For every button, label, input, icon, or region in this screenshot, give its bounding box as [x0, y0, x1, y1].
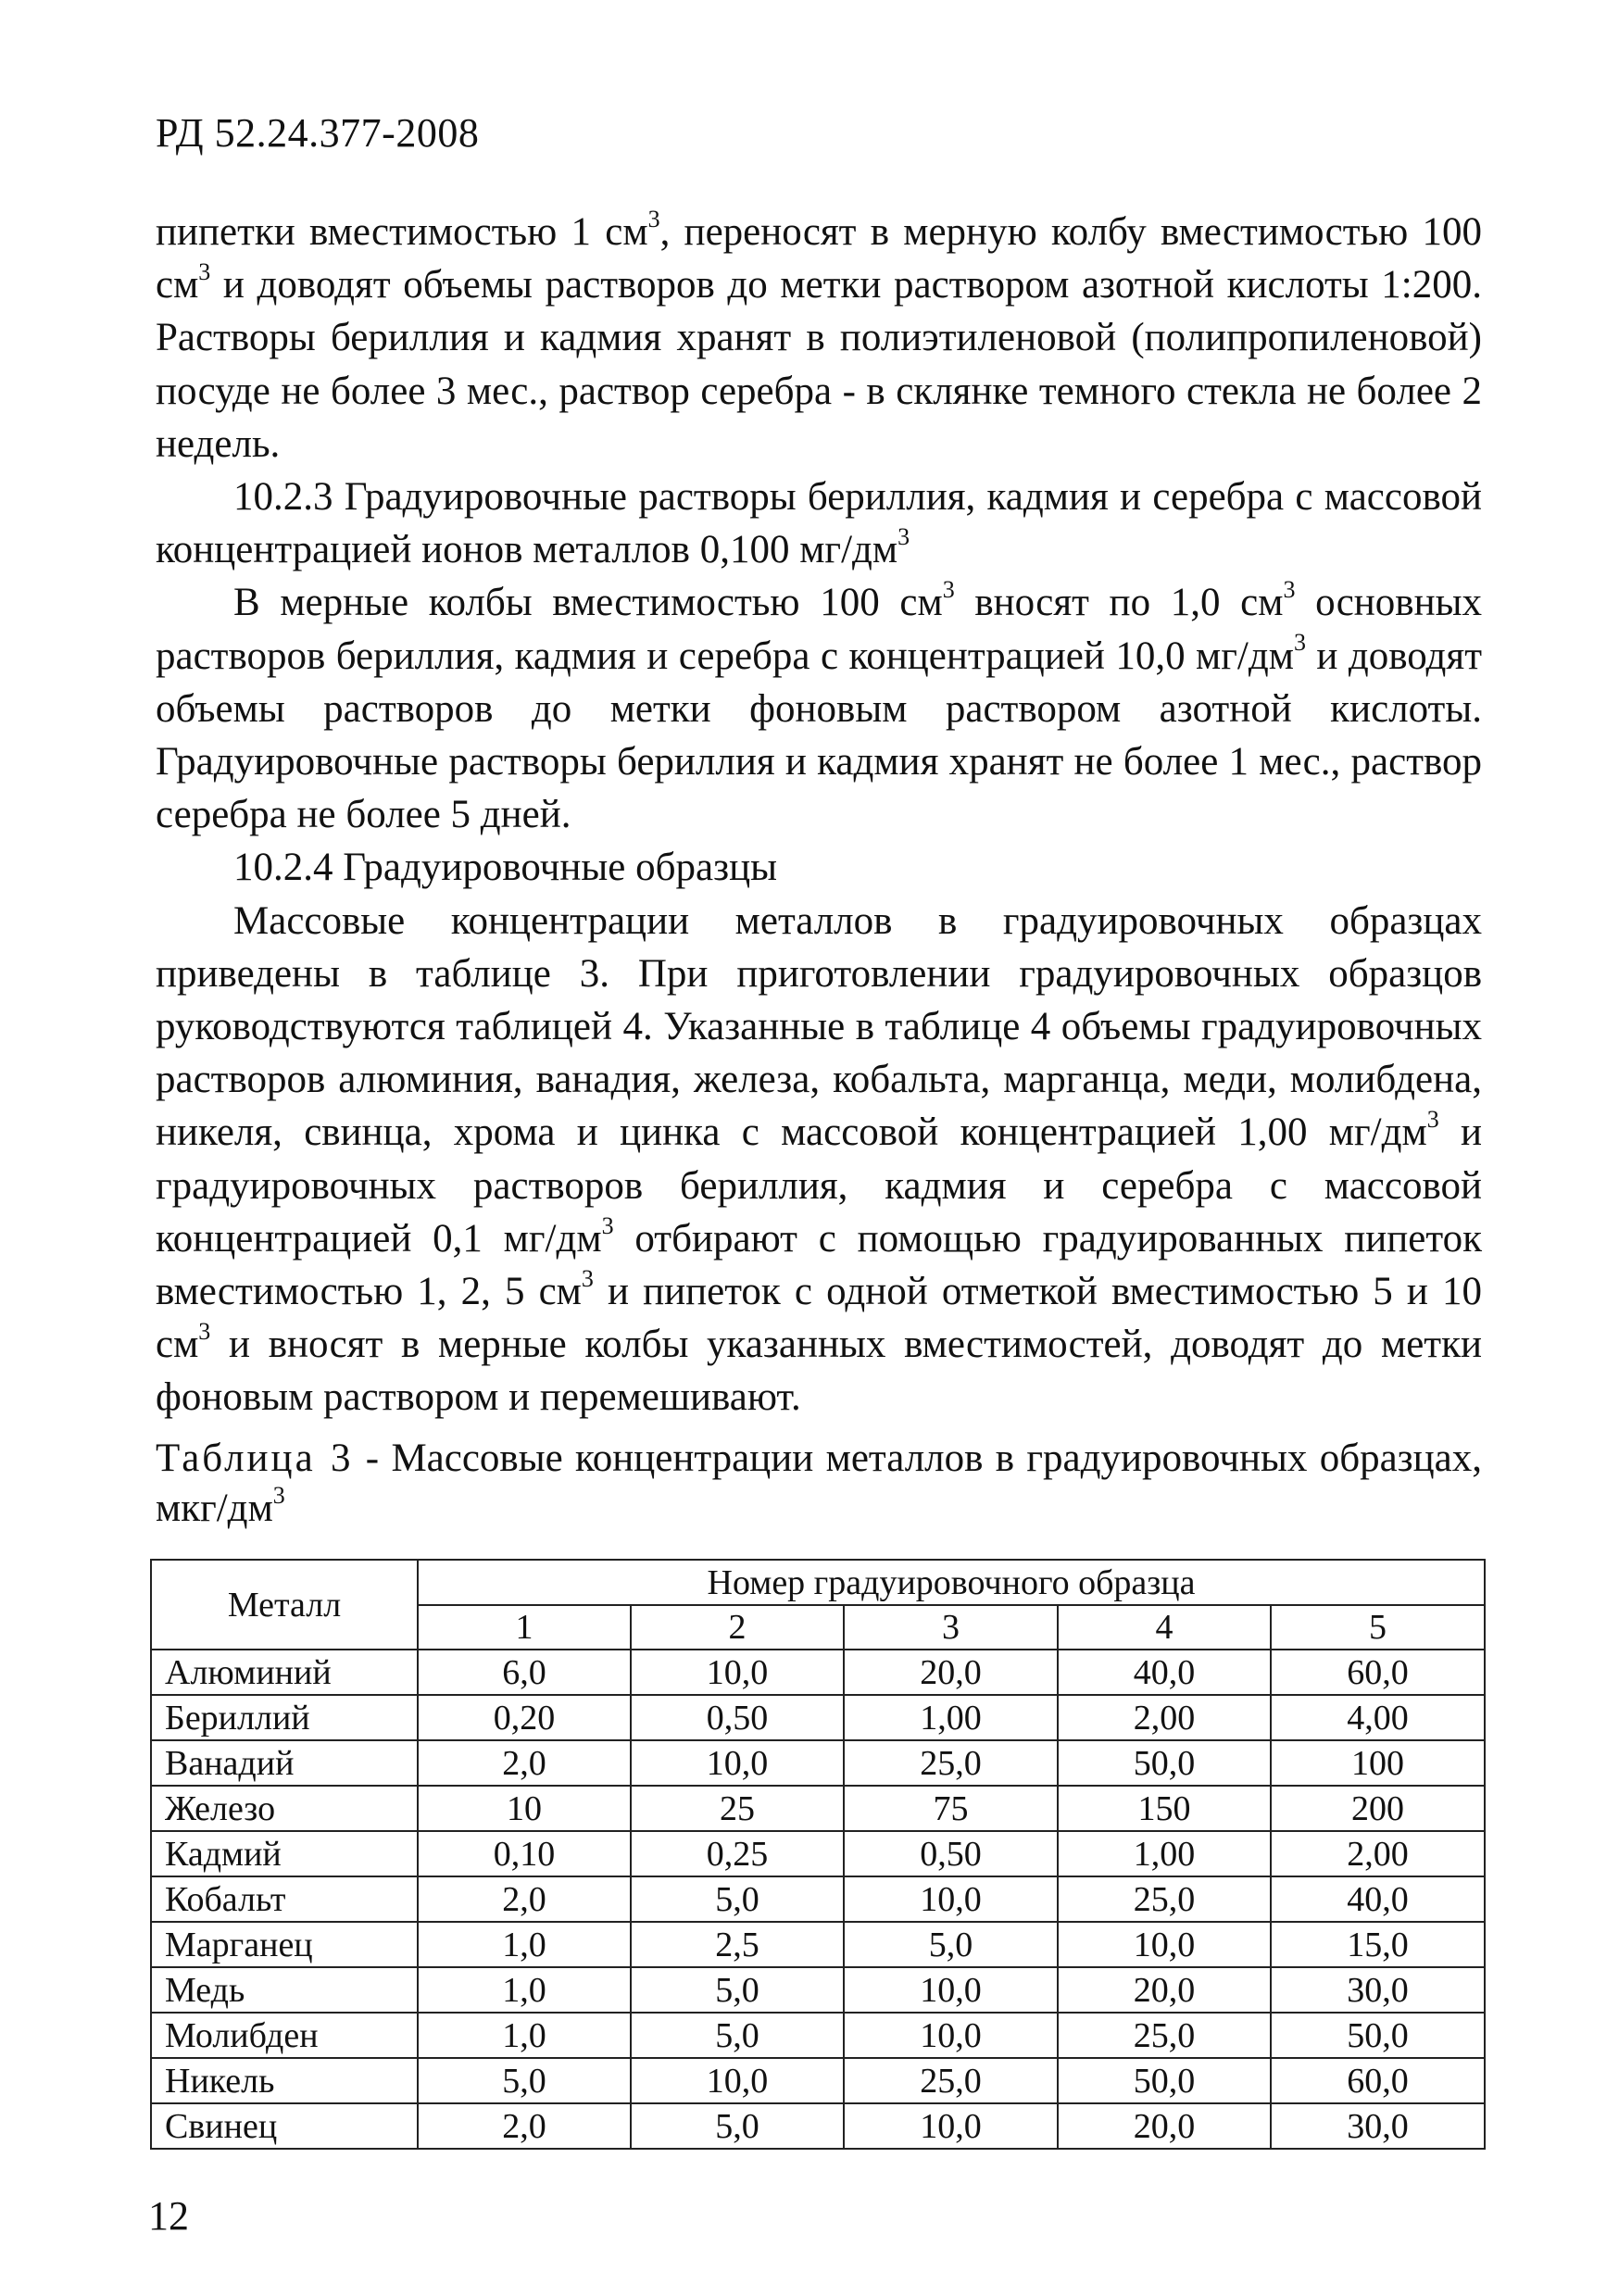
table-row [151, 1786, 1485, 1831]
concentration-cell: 10,0 [844, 2013, 1058, 2058]
paragraph-text: и вносят в мерные колбы указанных вместимостей, доводят до метки фоновым раствором и перемешивают. [156, 1323, 1482, 1420]
table-caption [156, 1434, 1482, 1534]
concentration-cell: 10,0 [631, 1740, 844, 1786]
metal-name-cell: Медь [151, 1967, 418, 2013]
table-row [151, 1967, 1485, 2013]
concentration-cell: 2,00 [1058, 1695, 1271, 1740]
superscript: 3 [581, 1264, 594, 1292]
concentration-cell: 0,10 [418, 1831, 631, 1876]
paragraph [156, 206, 1482, 470]
concentration-cell: 5,0 [418, 2058, 631, 2103]
paragraph-text: пипетки вместимостью 1 см [156, 210, 648, 254]
concentration-cell: 0,50 [631, 1695, 844, 1740]
concentration-cell: 2,0 [418, 1740, 631, 1786]
paragraph-text: , переносят в мерную колбу вместимостью 100 см [156, 210, 1482, 307]
document-header: РД 52.24.377-2008 [156, 110, 480, 156]
concentration-cell: 2,0 [418, 1876, 631, 1922]
superscript: 3 [198, 1317, 211, 1345]
paragraph [156, 576, 1482, 841]
concentration-cell: 2,00 [1271, 1831, 1485, 1876]
paragraph-text: и градуировочных растворов бериллия, кадмия и серебра с массовой концентрацией 0,1 мг/дм [156, 1110, 1482, 1261]
sample-column-header: 2 [631, 1605, 844, 1650]
concentration-cell: 0,20 [418, 1695, 631, 1740]
concentration-cell: 25,0 [1058, 2013, 1271, 2058]
concentration-cell: 10,0 [844, 1876, 1058, 1922]
concentration-cell: 50,0 [1058, 1740, 1271, 1786]
concentration-cell: 2,0 [418, 2103, 631, 2149]
concentration-cell: 25,0 [1058, 1876, 1271, 1922]
table-caption-sup: 3 [272, 1481, 285, 1509]
concentration-cell: 10,0 [631, 1650, 844, 1695]
paragraph-text: В мерные колбы вместимостью 100 см [233, 581, 943, 625]
metal-name-cell: Алюминий [151, 1650, 418, 1695]
concentration-table [150, 1559, 1486, 2150]
paragraph-text: основных растворов бериллия, кадмия и серебра с концентрацией 10,0 мг/дм [156, 581, 1482, 678]
metal-name-cell: Бериллий [151, 1695, 418, 1740]
metal-name-cell: Кобальт [151, 1876, 418, 1922]
table-row [151, 1740, 1485, 1786]
concentration-cell: 150 [1058, 1786, 1271, 1831]
paragraph-text: Массовые концентрации металлов в градуировочных образцах приведены в таблице 3. При приготовлении градуировочных образцов руководствуются таблицей 4. Указанные в таблице 4 объемы градуировочных растворов алюминия, ванадия, железа, кобальта, марганца, меди, молибдена, никеля, свинца, хрома и цинка с массовой концентрацией 1,00 мг/дм [156, 898, 1482, 1155]
page-number: 12 [148, 2193, 189, 2239]
table-caption-lead: Таблица 3 [156, 1437, 354, 1480]
concentration-cell: 5,0 [631, 2013, 844, 2058]
table-row [151, 2013, 1485, 2058]
concentration-cell: 1,0 [418, 2013, 631, 2058]
metal-name-cell: Молибден [151, 2013, 418, 2058]
concentration-cell: 25,0 [844, 1740, 1058, 1786]
concentration-cell: 10,0 [844, 2103, 1058, 2149]
concentration-cell: 10 [418, 1786, 631, 1831]
paragraph-text: 10.2.3 Градуировочные растворы бериллия, кадмия и серебра с массовой концентрацией ионов металлов 0,100 мг/дм [156, 475, 1482, 572]
superscript: 3 [897, 522, 910, 550]
concentration-cell: 20,0 [1058, 2103, 1271, 2149]
paragraph [156, 841, 1482, 894]
concentration-cell: 1,0 [418, 1922, 631, 1967]
concentration-cell: 10,0 [1058, 1922, 1271, 1967]
concentration-cell: 40,0 [1058, 1650, 1271, 1695]
concentration-cell: 100 [1271, 1740, 1485, 1786]
concentration-cell: 15,0 [1271, 1922, 1485, 1967]
concentration-cell: 60,0 [1271, 2058, 1485, 2103]
superscript: 3 [198, 257, 211, 285]
concentration-cell: 1,00 [844, 1695, 1058, 1740]
concentration-cell: 20,0 [1058, 1967, 1271, 2013]
concentration-cell: 30,0 [1271, 2103, 1485, 2149]
table-row [151, 1650, 1485, 1695]
concentration-cell: 5,0 [631, 2103, 844, 2149]
concentration-cell: 1,0 [418, 1967, 631, 2013]
paragraph-text: отбирают с помощью градуированных пипеток вместимостью 1, 2, 5 см [156, 1216, 1483, 1314]
sample-column-header: 3 [844, 1605, 1058, 1650]
metal-column-header: Металл [151, 1560, 418, 1650]
concentration-cell: 10,0 [631, 2058, 844, 2103]
superscript: 3 [601, 1211, 614, 1239]
table-row [151, 1695, 1485, 1740]
concentration-cell: 50,0 [1271, 2013, 1485, 2058]
body-text [156, 206, 1482, 1424]
sample-number-header: Номер градуировочного образца [418, 1560, 1485, 1605]
concentration-cell: 0,25 [631, 1831, 844, 1876]
superscript: 3 [942, 576, 955, 604]
concentration-cell: 40,0 [1271, 1876, 1485, 1922]
concentration-cell: 20,0 [844, 1650, 1058, 1695]
table-row [151, 2058, 1485, 2103]
sample-column-header: 5 [1271, 1605, 1485, 1650]
paragraph-text: и пипеток с одной отметкой вместимостью 5 и 10 см [156, 1270, 1482, 1367]
metal-name-cell: Кадмий [151, 1831, 418, 1876]
metal-name-cell: Ванадий [151, 1740, 418, 1786]
concentration-cell: 6,0 [418, 1650, 631, 1695]
concentration-cell: 30,0 [1271, 1967, 1485, 2013]
concentration-cell: 200 [1271, 1786, 1485, 1831]
superscript: 3 [1426, 1106, 1439, 1134]
superscript: 3 [1293, 629, 1306, 657]
paragraph-text: и доводят объемы растворов до метки раствором азотной кислоты 1:200. Растворы бериллия и кадмия хранят в полиэтиленовой (полипропиленовой) посуде не более 3 мес., раствор серебра - в склянке темного стекла не более 2 недель. [156, 263, 1482, 466]
concentration-cell: 75 [844, 1786, 1058, 1831]
sample-column-header: 4 [1058, 1605, 1271, 1650]
concentration-cell: 4,00 [1271, 1695, 1485, 1740]
superscript: 3 [1283, 576, 1296, 604]
table-caption-text: - Массовые концентрации металлов в градуировочных образцах, мкг/дм [156, 1437, 1482, 1530]
table-row [151, 1831, 1485, 1876]
metal-name-cell: Никель [151, 2058, 418, 2103]
concentration-cell: 2,5 [631, 1922, 844, 1967]
concentration-cell: 1,00 [1058, 1831, 1271, 1876]
table-body [151, 1650, 1485, 2149]
paragraph [156, 470, 1482, 576]
concentration-cell: 25,0 [844, 2058, 1058, 2103]
paragraph-text: вносят по 1,0 см [954, 581, 1284, 625]
table-row [151, 2103, 1485, 2149]
table-row [151, 1876, 1485, 1922]
concentration-cell: 10,0 [844, 1967, 1058, 2013]
metal-name-cell: Железо [151, 1786, 418, 1831]
concentration-cell: 5,0 [631, 1876, 844, 1922]
metal-name-cell: Марганец [151, 1922, 418, 1967]
sample-column-header: 1 [418, 1605, 631, 1650]
metal-name-cell: Свинец [151, 2103, 418, 2149]
superscript: 3 [647, 205, 660, 232]
concentration-cell: 25 [631, 1786, 844, 1831]
paragraph [156, 895, 1482, 1424]
concentration-cell: 5,0 [631, 1967, 844, 2013]
concentration-cell: 5,0 [844, 1922, 1058, 1967]
concentration-cell: 0,50 [844, 1831, 1058, 1876]
concentration-cell: 50,0 [1058, 2058, 1271, 2103]
table-row [151, 1922, 1485, 1967]
paragraph-text: и доводят объемы растворов до метки фоновым раствором азотной кислоты. Градуировочные растворы бериллия и кадмия хранят не более 1 мес., раствор серебра не более 5 дней. [156, 634, 1483, 837]
concentration-cell: 60,0 [1271, 1650, 1485, 1695]
paragraph-text: 10.2.4 Градуировочные образцы [233, 846, 777, 890]
